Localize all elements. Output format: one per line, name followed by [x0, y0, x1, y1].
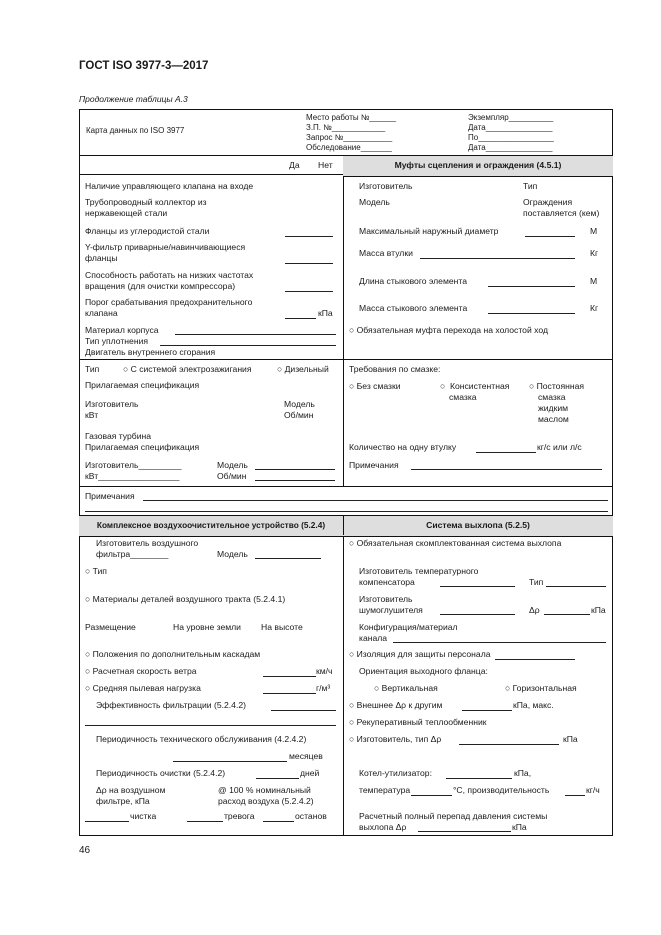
lube-const-option[interactable]: ○ Постоянная [529, 381, 585, 391]
max-diam-unit: М [590, 226, 598, 236]
ext-dp-option[interactable]: ○ Внешнее Δρ к другим [349, 700, 443, 710]
lube-none-option[interactable]: ○ Без смазки [349, 381, 401, 391]
column-divider [343, 515, 344, 836]
divider [79, 486, 613, 487]
cleaning-unit: дней [300, 768, 320, 778]
wind-option[interactable]: ○ Расчетная скорость ветра [85, 666, 197, 676]
comp-mfr-label-2: компенсатора [359, 577, 415, 587]
relief-label: Порог срабатывания предохранительного [85, 297, 253, 307]
seal-type-line[interactable] [160, 345, 336, 346]
af-type-option[interactable]: ○ Тип [85, 566, 107, 576]
dust-option[interactable]: ○ Средняя пылевая нагрузка [85, 683, 201, 693]
ext-dp-line[interactable] [462, 710, 512, 711]
efficiency-line-2[interactable] [85, 725, 336, 726]
lube-title: Требования по смазке: [349, 364, 441, 374]
hub-mass-label: Масса втулки [359, 248, 413, 258]
lube-grease-label-2: смазка [449, 392, 477, 402]
air-filter-title: Комплексное воздухоочистительное устройство (5.2.4) [96, 520, 326, 530]
flange-label: Ориентация выходного фланца: [359, 666, 488, 676]
spec2-label: Прилагаемая спецификация [85, 442, 200, 452]
no-header: Нет [318, 160, 333, 170]
notes-line-1[interactable] [143, 500, 608, 501]
notes-line-2[interactable] [85, 511, 608, 512]
recup-option[interactable]: ○ Рекуперативный теплообменник [349, 717, 487, 727]
vertical-option[interactable]: ○ Вертикальная [374, 683, 438, 693]
rpm2-label: Об/мин [217, 471, 247, 481]
yfilter-line[interactable] [285, 263, 333, 264]
af-materials-option[interactable]: ○ Материалы деталей воздушного тракта (5.2.4.1) [85, 594, 286, 604]
coupling-manufacturer-label: Изготовитель [359, 181, 413, 191]
spacer-len-unit: М [590, 276, 598, 286]
capacity-line[interactable] [565, 795, 585, 796]
horizontal-option[interactable]: ○ Горизонтальная [505, 683, 577, 693]
zp-field: З.П. №____________ [306, 123, 386, 132]
af-model-label: Модель [217, 549, 248, 559]
request-field: Запрос №___________ [306, 133, 393, 142]
spacer-mass-label: Масса стыкового элемента [359, 303, 468, 313]
dust-unit: г/м³ [316, 683, 331, 693]
date-field-2: Дата_______________ [468, 143, 553, 152]
total-dp-label-2: выхлопа Δρ [359, 822, 407, 832]
boiler-label: Котел-утилизатор: [359, 768, 432, 778]
control-valve-label: Наличие управляющего клапана на входе [85, 181, 254, 191]
lube-notes-line[interactable] [411, 469, 602, 470]
gas-turbine-label: Газовая турбина [85, 431, 152, 441]
exhaust-complete-option[interactable]: ○ Обязательная скомплектованная система выхлопа [349, 538, 562, 548]
body-material-line[interactable] [175, 334, 336, 335]
boiler-unit: кПа, [514, 768, 532, 778]
lowfreq-label-2: вращения (для очистки компрессора) [85, 281, 236, 291]
rpm2-line[interactable] [255, 480, 335, 481]
comp-mfr-line[interactable] [440, 586, 515, 587]
ext-dp-unit: кПа, макс. [513, 700, 554, 710]
spacer-mass-line[interactable] [488, 313, 575, 314]
flanges-line[interactable] [285, 236, 333, 237]
total-dp-label: Расчетный полный перепад давления системы [359, 811, 548, 821]
couplings-title: Муфты сцепления и ограждения (4.5.1) [394, 160, 562, 170]
yfilter-label-2: фланцы [85, 253, 118, 263]
wind-line[interactable] [263, 676, 316, 677]
yfilter-label: Y-фильтр приварные/навинчивающиеся [85, 242, 246, 252]
engine-label: Двигатель внутреннего сгорания [85, 347, 216, 357]
page-number: 46 [79, 845, 91, 856]
mfr-type-unit: кПа [563, 734, 578, 744]
model2-label: Модель [217, 460, 248, 470]
stop-label: останов [295, 811, 327, 821]
mfr-type-option[interactable]: ○ Изготовитель, тип Δρ [349, 734, 442, 744]
rpm-label: Об/мин [284, 410, 314, 420]
muff-mfr-label: Изготовитель [359, 594, 413, 604]
dp-label: Δρ на воздушном [96, 785, 166, 795]
body-material-label: Материал корпуса [85, 325, 159, 335]
clean-label: чистка [130, 811, 157, 821]
coupling-model-label: Модель [359, 197, 390, 207]
af-mfr-label: Изготовитель воздушного [96, 538, 199, 548]
config-label: Конфигурация/материал [359, 622, 458, 632]
lube-const-label-4: маслом [538, 414, 569, 424]
insulation-option[interactable]: ○ Изоляция для защиты персонала [349, 649, 491, 659]
guards-label: Ограждения [523, 197, 573, 207]
inspection-field: Обследование_______ [306, 143, 392, 152]
af-model-line[interactable] [255, 558, 321, 559]
divider [343, 359, 613, 360]
lube-const-label-3: жидким [538, 403, 569, 413]
cleaning-label: Периодичность очистки (5.2.4.2) [96, 768, 226, 778]
max-diam-line[interactable] [525, 236, 575, 237]
hub-mass-unit: Кг [590, 248, 599, 258]
insulation-line[interactable] [495, 659, 575, 660]
spark-option[interactable]: ○ С системой электрозажигания [123, 364, 252, 374]
idle-coupling-option[interactable]: ○ Обязательная муфта перехода на холостой ход [349, 325, 548, 335]
efficiency-label: Эффективность фильтрации (5.2.4.2) [96, 700, 246, 710]
efficiency-line[interactable] [271, 710, 336, 711]
spacer-mass-unit: Кг [590, 303, 599, 313]
exhaust-title: Система выхлопа (5.2.5) [426, 520, 530, 530]
diesel-option[interactable]: ○ Дизельный [277, 364, 329, 374]
manufacturer-label: Изготовитель [85, 399, 139, 409]
model2-line[interactable] [255, 469, 335, 470]
alarm-label: тревога [224, 811, 255, 821]
dust-line[interactable] [263, 693, 316, 694]
af-mfr-field: фильтра________ [96, 549, 169, 559]
muff-mfr-line[interactable] [440, 614, 515, 615]
pipe-label: Трубопроводный коллектор из [85, 197, 207, 207]
cleaning-line[interactable] [256, 778, 299, 779]
type-label: Тип [85, 364, 100, 374]
maint-unit: месяцев [289, 751, 323, 761]
lowfreq-line[interactable] [285, 291, 333, 292]
muff-dp-line[interactable] [544, 614, 590, 615]
column-divider [343, 155, 344, 486]
kw-label: кВт [85, 410, 99, 420]
lube-const-label-2: смазка [538, 392, 566, 402]
manufacturer2-field: Изготовитель_________ [85, 460, 182, 470]
relief-unit: кПа [318, 308, 333, 318]
total-dp-unit: кПа [512, 822, 527, 832]
guards-label-2: поставляется (кем) [523, 208, 600, 218]
capacity-label: °С, производительность [453, 785, 550, 795]
seal-type-label: Тип уплотнения [85, 336, 149, 346]
temp-line[interactable] [411, 795, 452, 796]
config-line[interactable] [393, 642, 606, 643]
lube-qty-unit: кг/с или л/с [537, 442, 582, 452]
wind-unit: км/ч [316, 666, 333, 676]
stop-line[interactable] [263, 821, 294, 822]
yes-header: Да [289, 160, 300, 170]
notes-label: Примечания [85, 491, 135, 501]
relief-label-2: клапана [85, 308, 118, 318]
flow-label-2: расход воздуха (5.2.4.2) [218, 796, 314, 806]
capacity-unit: кг/ч [586, 785, 600, 795]
pipe-label-2: нержавеющей стали [85, 208, 168, 218]
comp-type-label: Тип [529, 577, 544, 587]
config-label-2: канала [359, 633, 388, 643]
spec-label: Прилагаемая спецификация [85, 380, 200, 390]
muff-mfr-label-2: шумоглушителя [359, 605, 423, 615]
hub-mass-line[interactable] [420, 258, 575, 259]
lube-qty-label: Количество на одну втулку [349, 442, 457, 452]
lube-notes-label: Примечания [349, 460, 399, 470]
placement-label: Размещение [85, 622, 136, 632]
divider [79, 359, 343, 360]
placement-ground[interactable]: На уровне земли [173, 622, 241, 632]
temp-label: температура [359, 785, 411, 795]
date-field-1: Дата_______________ [468, 123, 553, 132]
divider [79, 174, 343, 175]
lube-grease-option[interactable]: ○ Консистентная [440, 381, 510, 391]
alarm-line[interactable] [187, 821, 223, 822]
maint-line[interactable] [173, 761, 287, 762]
dp-label-2: фильтре, кПа [96, 796, 150, 806]
clean-line[interactable] [85, 821, 129, 822]
coupling-type-label: Тип [523, 181, 538, 191]
flow-label: @ 100 % номинальный [218, 785, 311, 795]
lowfreq-label: Способность работать на низких частотах [85, 270, 254, 280]
model-label: Модель [284, 399, 315, 409]
spacer-len-label: Длина стыкового элемента [359, 276, 467, 286]
card-label: Карта данных по ISO 3977 [86, 126, 185, 135]
placement-elevated[interactable]: На высоте [261, 622, 303, 632]
place-field: Место работы №______ [306, 113, 397, 122]
muff-dp-label: Δρ [529, 605, 540, 615]
no-field: По_________________ [468, 133, 554, 142]
comp-mfr-label: Изготовитель температурного [359, 566, 479, 576]
maint-label: Периодичность технического обслуживания (4.2.4.2) [96, 734, 307, 744]
total-dp-line[interactable] [418, 831, 511, 832]
boiler-line[interactable] [446, 778, 512, 779]
copy-field: Экземпляр__________ [468, 113, 554, 122]
relief-line[interactable] [285, 318, 316, 319]
flanges-label: Фланцы из углеродистой стали [85, 226, 210, 236]
muff-dp-unit: кПа [591, 605, 606, 615]
kw2-field: кВт_________________ [85, 471, 180, 481]
max-diam-label: Максимальный наружный диаметр [359, 226, 499, 236]
comp-type-line[interactable] [546, 586, 606, 587]
table-caption: Продолжение таблицы А.3 [79, 94, 188, 104]
lube-qty-line[interactable] [476, 452, 536, 453]
stages-option[interactable]: ○ Положения по дополнительным каскадам [85, 649, 261, 659]
spacer-len-line[interactable] [488, 286, 575, 287]
document-title: ГОСТ ISO 3977-3—2017 [79, 60, 209, 72]
mfr-type-line[interactable] [459, 744, 559, 745]
